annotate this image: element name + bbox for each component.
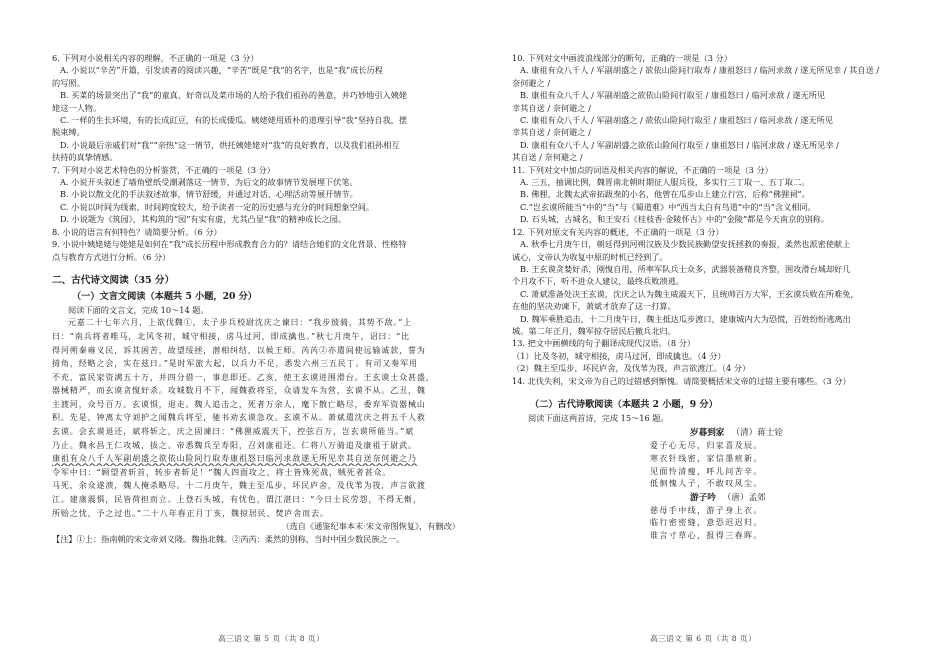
poem-2-heading <box>650 491 912 505</box>
q6-option-c-cont: 脱束缚。 <box>52 127 85 138</box>
q11-stem: 11. 下列对文中加点的词语及相关内容的解说，不正确的一项是（3 分） <box>512 164 773 175</box>
q11-option-d: D. 石头城，古城名，和王安石《桂枝香·金陵怀古》中的“金陵”都是今天南京的别称。 <box>520 214 830 225</box>
poem-line: 爱子心无尽，归家喜及辰。 <box>650 441 763 451</box>
q10-option-b-cont: 幸其自送 / 奈何避之 / <box>512 102 591 113</box>
q12-option-c: C. 萧斌准备处决王玄谟，沈庆之认为魏主威震天下，且统帅百万大军，王玄谟兵败在所难免， <box>520 288 859 299</box>
q6-option-c: C. 一样的生长环境，有的长成豇豆，有的长成倭瓜。姨姥姥用质朴的道理引导“我”坚持自我，摆 <box>60 115 408 126</box>
poetry-instruction: 阅读下面这两首诗，完成 15～16 题。 <box>528 412 669 423</box>
classical-passage <box>52 316 464 520</box>
q10-option-a-cont: 奈何避之 / <box>512 77 551 88</box>
q11-option-b: B. 佛狸，北魏太武帝拓跋焘的小名，他曾在瓜步山上建立行宫，后称“佛狸祠”。 <box>520 189 810 200</box>
q10-option-c: C. 康祖有众八千人 / 军副胡盛之 / 欲依山险间行取至 / 康祖怒曰 / 临河求敌 / 遂无所见 <box>520 115 833 126</box>
q12-option-a: A. 秋季七月庚午日，朝廷得到河朔汉族及少数民族勤望安抚拯救的奏报，柔然也派密使献上 <box>520 239 851 250</box>
q7-option-d: D. 小说题为《筑园》，其构筑的“园”有实有虚，尤其凸显“我”的精神成长之园。 <box>60 214 347 225</box>
subsection-heading: （一）文言文阅读（本题共 5 小题，20 分） <box>72 290 257 302</box>
poem-line: 低徊愧人子，不敢叹风尘。 <box>650 479 763 489</box>
right-page <box>512 52 912 543</box>
passage-line: 乃止。魏永昌王仁攻城，拔之。帝悉魏兵至寿阳，召刘康祖还。仁将八万骑追及康祖于尉武。 <box>52 440 417 450</box>
q13-part-2: （2）魏主至瓜步，坏民庐舍，及伐苇为筏，声言欲渡江。（4 分） <box>512 363 751 374</box>
q14-stem: 14. 北伐失利，宋文帝为自己的过错感到惭愧。请简要概括宋文帝的过错主要有哪些。（3 分） <box>512 375 851 386</box>
poem-1-author: （清）蒋士铨 <box>731 428 783 439</box>
poem-line: 见面怜清瘦，呼儿问苦辛。 <box>650 466 763 476</box>
q11-option-c: C.“岂玄谟所能当”中的“当”与《蜀道难》中“西当太白有鸟道”中的“当”含义相同。 <box>520 201 816 212</box>
passage-line: 掎角，经略之会，实在兹日。”是时军旅大起，以兵力不足，悉发六州三五民丁。有司又奏军用 <box>52 359 418 369</box>
q6-option-a-cont: 的写照。 <box>52 77 85 88</box>
q9-stem: 9. 小说中姨姥姥与姥姥是如何在“我”成长历程中形成教育合力的？请结合她们的文化背景、性格特 <box>52 239 407 250</box>
q6-option-a: A. 小说以“辛苦”开篇，引发读者的阅读兴趣，“辛苦”既是“我”的名字，也是“我”成长历程 <box>60 65 383 76</box>
q10-option-d-cont: 其自送 / 奈何避之 / <box>512 152 583 163</box>
q9-stem-cont: 点与教育方式进行分析。（6 分） <box>52 251 171 262</box>
q10-option-c-cont: 幸其自送 / 奈何避之 / <box>512 127 591 138</box>
q12-option-c-cont: 在他的坚决劝谏下，萧斌才放弃了这一打算。 <box>512 301 676 312</box>
poem-line: 临行密密缝，意恐迟迟归。 <box>650 518 763 528</box>
q12-option-d-cont: 城。第二年正月，魏军掠夺居民后撤兵北归。 <box>512 325 676 336</box>
passage-line: 马死，余众遂溃，魏人掩杀略尽。十二月庚午，魏主至瓜步，坏民庐舍，及伐苇为筏，声言欲渡 <box>52 481 426 491</box>
q7-option-c: C. 小说以时间为线索，时间跨度较大，给予读者一定的历史感与充分的时间想象空间。 <box>60 201 375 212</box>
passage-line: 曰：“南兵将者唯马，北风冬初，城守相接，虏马过河，即成擒也。”秋七月庚午，诏曰：“比 <box>52 331 411 341</box>
left-page <box>52 52 464 545</box>
q12-option-a-cont: 诚心，文帝认为收复中原的时机已经到了。 <box>512 251 668 262</box>
poem-2-author: （唐）孟郊 <box>722 492 766 503</box>
q7-option-a: A. 小说开头叙述了墙角壁纸受潮剥落这一情节，为后文的故事情节发展埋下伏笔。 <box>60 177 358 188</box>
poem-1-title: 岁暮到家 <box>690 428 725 439</box>
passage-line: 元嘉二十七年六月，上欲伐魏①，太子步兵校尉沈庆之谏曰：“我步彼骑，其势不敌。”上 <box>68 318 413 328</box>
q6-option-b: B. 买菜的场景突出了“我”的童真、好奇以及菜市场的人给予我们祖孙的善意，并巧妙地引入姨姥 <box>60 90 408 101</box>
q10-stem: 10. 下列对文中画波浪线部分的断句，正确的一项是（3 分） <box>512 53 732 63</box>
q10-option-d: D. 康祖有众八千人 / 军副胡盛之欲依山险间行取至 / 康祖怒曰 / 临河求敌 / 遂无所见幸 / <box>520 139 839 150</box>
poem-1-heading <box>650 426 912 440</box>
passage-source: （选自《通鉴纪事本末·宋文帝图恢复》，有删改） <box>281 521 460 532</box>
poem-2-title: 游子吟 <box>690 492 716 503</box>
passage-line: 江。建康震惧，民皆荷担而立。上登石头城，有忧色，谓江湛曰：“今日士民劳怨，不得无惭， <box>52 495 422 505</box>
passage-note: 【注】①上：指南朝的宋文帝刘义隆。魏指北魏。②芮芮：柔然的别称，当时中国少数民族之一。 <box>52 533 405 544</box>
q6-stem: 6. 下列对小说相关内容的理解，不正确的一项是（3 分） <box>52 53 259 63</box>
passage-line: 主渡河，众号百万。玄谟惧，退走。魏人追击之，死者万余人，麾下散亡略尽，委弃军资器械山 <box>52 399 426 409</box>
q6-option-d: D. 小说最后亲戚们对“我”“亲热”这一情节，烘托姨姥姥对“我”的良好教育，以及我们祖孙相互 <box>60 139 400 150</box>
poetry-subsection-heading: （二）古代诗歌阅读（本题共 2 小题，9 分） <box>530 398 718 410</box>
q13-part-1: （1）比及冬初，城守相接，虏马过河，即成擒也。（4 分） <box>512 350 726 361</box>
passage-line: 玄谟。会玄谟退还，斌将斩之，庆之固谏曰：“佛狸威震天下，控弦百万，岂玄谟所能当。”斌 <box>52 427 414 437</box>
q7-stem: 7. 下列对小说艺术特色的分析鉴赏，不正确的一项是（3 分） <box>52 164 275 175</box>
poem-line: 寒衣针线密，家信墨痕新。 <box>650 453 763 463</box>
passage-line: 器械精严，而玄谟贪愎好杀。攻城数月不下，闻魏救将至，众请发车为营，玄谟不从。乙丑，魏 <box>52 386 426 396</box>
passage-line: 所贻之忧，予之过也。”二十八年春正月丁亥，魏掠居民、焚庐舍而去。 <box>52 508 329 518</box>
passage-line: 积。先是，钟离太守刘护之闻魏兵将至，驰书劝玄谟急攻。玄谟不从。萧斌遣沈庆之将五千人救 <box>52 413 426 423</box>
passage-line: 令军中曰：“顾望者斩首，转步者斩足！”魏人四面攻之，将士皆殊死战，贼死者甚众。 <box>52 467 392 477</box>
q6-option-b-cont: 姥这一人物。 <box>52 102 102 113</box>
q12-option-d: D. 魏军乘胜追击，十二月庚午日，魏主抵达瓜步渡口，建康城内大为恐慌，百姓纷纷逃离出 <box>520 313 851 324</box>
left-footer: 高三语文 第 5 页（共 8 页） <box>218 634 325 643</box>
q10-option-b: B. 康祖有众八千人 / 军副胡盛之欲依山险间行取至 / 康祖怒曰 / 临河求敌 / 遂无所见 <box>520 90 826 101</box>
q7-option-b: B. 小说以散文化的手法叙述故事，情节舒缓，并通过对话、心理活动等展开情节。 <box>60 189 358 200</box>
q13-stem: 13. 把文中画横线的句子翻译成现代汉语。（8 分） <box>512 338 696 349</box>
q12-option-b: B. 王玄谟贪婪好杀，刚愎自用，所率军队兵士众多，武器装备精良齐整，围攻滑台城却好几 <box>520 263 851 274</box>
passage-line-wavy: 康祖有众八千人军副胡盛之欲依山险间行取寿康祖怒曰临河求敌遂无所见幸其自送奈何避之乃 <box>52 454 417 464</box>
right-footer: 高三语文 第 6 页（共 8 页） <box>650 634 757 643</box>
poem-line: 谁言寸草心，报得三春晖。 <box>650 530 763 540</box>
q12-option-b-cont: 个月攻不下，听不进众人建议，最终兵败溃逃。 <box>512 276 684 287</box>
poem-1 <box>512 426 912 490</box>
q6-option-d-cont: 扶持的真挚情感。 <box>52 152 118 163</box>
poem-line: 慈母手中线，游子身上衣。 <box>650 505 763 515</box>
q12-stem: 12. 下列对原文有关内容的概述，不正确的一项是（3 分） <box>512 226 724 237</box>
poem-2 <box>512 491 912 543</box>
section-heading: 二、古代诗文阅读（35 分） <box>52 274 175 286</box>
q8-stem: 8. 小说的语言有何特色？请简要分析。（6 分） <box>52 226 222 237</box>
passage-line: 不充，富民家资满五十万，并四分借一，事息即还。乙亥，使王玄谟进围滑台。王玄谟士众甚盛， <box>52 372 435 382</box>
passage-line: 得河朔秦雍义民，诉其困苦，故望绥拯，潜相纠结，以候王师。芮芮②亦遣间使远输诚款，誓为 <box>52 345 426 355</box>
reading-instruction: 阅读下面的文言文，完成 10～14 题。 <box>68 304 209 315</box>
q10-option-a: A. 康祖有众八千人 / 军副胡盛之 / 欲依山险间行取寿 / 康祖怒曰 / 临河求敌 / 遂无所见幸 / 其自送 / <box>520 65 880 76</box>
q11-option-a: A. 三五，抽调比例，魏晋南北朝时期征人服兵役，多实行三丁取一、五丁取二。 <box>520 177 810 188</box>
